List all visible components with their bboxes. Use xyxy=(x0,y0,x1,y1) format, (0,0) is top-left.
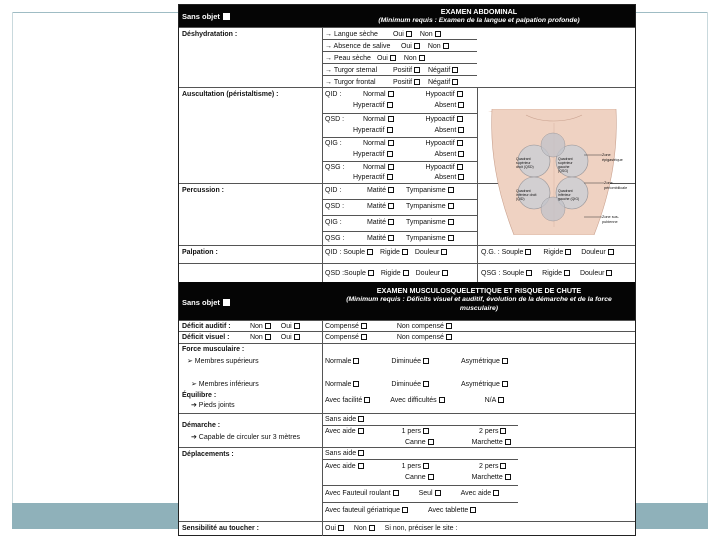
checkbox[interactable] xyxy=(364,397,370,403)
checkbox[interactable] xyxy=(294,334,300,340)
checkbox[interactable] xyxy=(358,463,364,469)
divider xyxy=(322,113,477,114)
palpation-row1-right: Q.G. : Souple Rigide Douleur xyxy=(481,248,614,257)
checkbox[interactable] xyxy=(369,525,375,531)
checkbox[interactable] xyxy=(458,127,464,133)
force-inf-options: Normale Diminuée Asymétrique xyxy=(325,380,508,389)
percussion-row-qid: QID : Matité Tympanisme xyxy=(325,186,454,195)
abdominal-title-block xyxy=(323,7,635,25)
checkbox[interactable] xyxy=(500,463,506,469)
checkbox[interactable] xyxy=(423,358,429,364)
checkbox[interactable] xyxy=(423,428,429,434)
checkbox[interactable] xyxy=(423,463,429,469)
slide-frame-left xyxy=(12,12,13,528)
checkbox[interactable] xyxy=(387,127,393,133)
force-label: Force musculaire : xyxy=(182,346,245,353)
checkbox[interactable] xyxy=(265,334,271,340)
checkbox[interactable] xyxy=(457,164,463,170)
musculo-title: EXAMEN MUSCULOSQUELETTIQUE ET RISQUE DE CHUTE xyxy=(376,286,582,295)
abdominal-title: EXAMEN ABDOMINAL xyxy=(440,7,518,16)
deficit-auditif-left: Déficit auditif : Non Oui xyxy=(182,322,300,331)
checkbox[interactable] xyxy=(525,249,531,255)
divider xyxy=(477,245,478,287)
dehydration-row-frontal: → Turgor frontal Positif Négatif xyxy=(325,78,458,87)
auscultation-qsg-row2: Hyperactif Absent xyxy=(353,173,464,182)
checkbox[interactable] xyxy=(388,235,394,241)
auscultation-qid-row2: Hyperactif Absent xyxy=(353,101,464,110)
checkbox[interactable] xyxy=(428,439,434,445)
checkbox[interactable] xyxy=(414,67,420,73)
checkbox[interactable] xyxy=(265,323,271,329)
checkbox[interactable] xyxy=(402,249,408,255)
musculo-sans-objet[interactable]: Sans objet xyxy=(182,298,230,307)
force-sup-label: ➢ Membres supérieurs xyxy=(187,358,259,365)
diagram-label-qsg: Quadrant supérieur gauche (QSG) xyxy=(558,157,573,173)
divider xyxy=(179,521,635,522)
deplacements-avec-aide: Avec aide 1 pers 2 pers xyxy=(325,462,506,471)
equilibre-label: Équilibre : xyxy=(182,392,217,399)
checkbox[interactable] xyxy=(606,270,612,276)
deplacements-sans-aide: Sans aide xyxy=(325,449,364,458)
auscultation-label: Auscultation (péristaltisme) : xyxy=(182,91,279,98)
divider xyxy=(179,413,635,414)
deficit-visuel-left: Déficit visuel : Non Oui xyxy=(182,333,300,342)
checkbox[interactable] xyxy=(388,203,394,209)
force-sup-options: Normale Diminuée Asymétrique xyxy=(325,357,508,366)
checkbox[interactable] xyxy=(446,334,452,340)
demarche-sans-aide: Sans aide xyxy=(325,415,364,424)
checkbox[interactable] xyxy=(457,140,463,146)
checkbox[interactable] xyxy=(439,397,445,403)
divider xyxy=(322,502,518,503)
checkbox[interactable] xyxy=(361,323,367,329)
abdomen-quadrants-diagram xyxy=(486,109,626,235)
checkbox[interactable] xyxy=(452,67,458,73)
deplacements-canne-marchette: Canne Marchette xyxy=(405,473,511,482)
dehydration-row-peau: → Peau sèche Oui Non xyxy=(325,54,425,63)
checkbox[interactable] xyxy=(458,102,464,108)
diagram-label-sus-pubienne: Zone sus-pubienne xyxy=(602,215,619,224)
dehydration-row-langue: → Langue sèche Oui Non xyxy=(325,30,441,39)
palpation-label: Palpation : xyxy=(182,249,218,256)
checkbox[interactable] xyxy=(435,490,441,496)
checkbox[interactable] xyxy=(388,164,394,170)
checkbox[interactable] xyxy=(353,358,359,364)
checkbox[interactable] xyxy=(390,55,396,61)
deshydratation-label: Déshydratation : xyxy=(182,31,238,38)
checkbox[interactable] xyxy=(387,174,393,180)
musculo-subtitle: (Minimum requis : Déficits visuel et auditif, évolution de la démarche et de la force musculaire) xyxy=(346,296,612,312)
abdominal-header xyxy=(179,5,635,27)
percussion-row-qsd: QSD : Matité Tympanisme xyxy=(325,202,454,211)
checkbox[interactable] xyxy=(608,249,614,255)
divider xyxy=(322,161,477,162)
divider xyxy=(322,63,477,64)
checkbox[interactable] xyxy=(448,219,454,225)
auscultation-qsd-row2: Hyperactif Absent xyxy=(353,126,464,135)
divider xyxy=(179,27,635,28)
checkbox[interactable] xyxy=(457,116,463,122)
divider xyxy=(322,39,477,40)
divider xyxy=(322,320,323,536)
demarche-label: Démarche : xyxy=(182,422,221,429)
checkbox[interactable] xyxy=(403,270,409,276)
checkbox[interactable] xyxy=(423,381,429,387)
divider xyxy=(179,245,635,246)
checkbox[interactable] xyxy=(502,381,508,387)
musculo-title-block xyxy=(323,286,635,313)
percussion-label: Percussion : xyxy=(182,187,225,194)
checkbox[interactable] xyxy=(358,450,364,456)
checkbox[interactable] xyxy=(361,334,367,340)
checkbox[interactable] xyxy=(393,490,399,496)
diagram-label-qsd: Quadrant supérieur droit (QSD) xyxy=(516,157,534,169)
divider xyxy=(322,231,477,232)
sensibilite-options: Oui Non Si non, préciser le site : xyxy=(325,525,458,532)
auscultation-qsd-row1: QSD : Normal Hypoactif xyxy=(325,115,463,124)
divider xyxy=(179,447,635,448)
checkbox[interactable] xyxy=(458,151,464,157)
checkbox[interactable] xyxy=(502,358,508,364)
divider xyxy=(322,51,477,52)
divider xyxy=(322,75,477,76)
checkbox[interactable] xyxy=(500,428,506,434)
auscultation-qig-row1: QIG : Normal Hypoactif xyxy=(325,139,463,148)
diagram-label-qid: Quadrant inférieur droit (QID) xyxy=(516,189,537,201)
diagram-label-periombilicale: Zone périombilicale xyxy=(604,181,628,190)
checkbox[interactable] xyxy=(457,91,463,97)
divider xyxy=(179,343,635,344)
checkbox[interactable] xyxy=(388,219,394,225)
checkbox[interactable] xyxy=(564,270,570,276)
sensibilite-label: Sensibilité au toucher : xyxy=(182,525,260,532)
diagram-label-epigastrique: Zone épigastrique xyxy=(602,153,623,162)
divider xyxy=(322,425,518,426)
checkbox[interactable] xyxy=(388,116,394,122)
checkbox[interactable] xyxy=(505,439,511,445)
checkbox[interactable] xyxy=(358,428,364,434)
divider xyxy=(322,215,477,216)
checkbox[interactable] xyxy=(388,91,394,97)
checkbox[interactable] xyxy=(458,174,464,180)
checkbox[interactable] xyxy=(428,474,434,480)
force-inf-label: ➢ Membres inférieurs xyxy=(191,381,259,388)
abdominal-subtitle: (Minimum requis : Examen de la langue et palpation profonde) xyxy=(378,17,580,24)
checkbox[interactable] xyxy=(448,203,454,209)
checkbox[interactable] xyxy=(388,187,394,193)
abdominal-sans-objet[interactable]: Sans objet xyxy=(182,12,230,21)
palpation-row1-left: QID : Souple Rigide Douleur xyxy=(325,248,447,257)
checkbox[interactable] xyxy=(367,249,373,255)
demarche-canne-marchette: Canne Marchette xyxy=(405,438,511,447)
percussion-row-qsg: QSG : Matité Tympanisme xyxy=(325,234,454,243)
palpation-row2-right: QSG : Souple Rigide Douleur xyxy=(481,269,612,278)
divider xyxy=(179,320,635,321)
checkbox[interactable] xyxy=(294,323,300,329)
auscultation-qid-row1: QID : Normal Hypoactif xyxy=(325,90,463,99)
deficit-auditif-right: Compensé Non compensé xyxy=(325,322,452,331)
checkbox[interactable] xyxy=(442,270,448,276)
checkbox[interactable] xyxy=(441,249,447,255)
deplacements-label: Déplacements : xyxy=(182,451,234,458)
checkbox[interactable] xyxy=(387,102,393,108)
checkbox[interactable] xyxy=(435,31,441,37)
divider xyxy=(322,485,518,486)
checkbox[interactable] xyxy=(387,151,393,157)
checkbox[interactable] xyxy=(443,43,449,49)
demarche-capable: ➔ Capable de circuler sur 3 mètres xyxy=(191,434,300,441)
demarche-avec-aide: Avec aide 1 pers 2 pers xyxy=(325,427,506,436)
divider xyxy=(322,459,518,460)
checkbox[interactable] xyxy=(470,507,476,513)
divider xyxy=(322,199,477,200)
dehydration-row-salive: → Absence de salive Oui Non xyxy=(325,42,449,51)
musculo-header xyxy=(179,282,635,320)
checkbox[interactable] xyxy=(498,397,504,403)
divider xyxy=(322,137,477,138)
checkbox[interactable] xyxy=(353,381,359,387)
dehydration-row-sternal: → Turgor sternal Positif Négatif xyxy=(325,66,458,75)
checkbox[interactable] xyxy=(402,507,408,513)
checkbox[interactable] xyxy=(388,140,394,146)
slide-frame-right xyxy=(707,12,708,528)
checkbox[interactable] xyxy=(368,270,374,276)
divider xyxy=(179,331,635,332)
checkbox[interactable] xyxy=(493,490,499,496)
checkbox[interactable] xyxy=(406,31,412,37)
diagram-label-qig: Quadrant inférieur gauche (QIG) xyxy=(558,189,580,201)
divider xyxy=(179,263,635,264)
checkbox[interactable] xyxy=(419,55,425,61)
checkbox[interactable] xyxy=(446,323,452,329)
percussion-row-qig: QIG : Matité Tympanisme xyxy=(325,218,454,227)
checkbox[interactable] xyxy=(526,270,532,276)
checkbox[interactable] xyxy=(448,187,454,193)
divider xyxy=(322,27,323,287)
checkbox[interactable] xyxy=(565,249,571,255)
divider xyxy=(179,87,635,88)
deplacements-fauteuil: Avec Fauteuil roulant Seul Avec aide xyxy=(325,489,499,498)
equilibre-options: Avec facilité Avec difficultés N/A xyxy=(325,396,504,405)
checkbox[interactable] xyxy=(452,79,458,85)
checkbox[interactable] xyxy=(414,43,420,49)
palpation-row2-left: QSD :Souple Rigide Douleur xyxy=(325,269,448,278)
auscultation-qsg-row1: QSG : Normal Hypoactif xyxy=(325,163,463,172)
auscultation-qig-row2: Hyperactif Absent xyxy=(353,150,464,159)
checkbox[interactable] xyxy=(448,235,454,241)
divider xyxy=(477,87,478,245)
checkbox[interactable] xyxy=(358,416,364,422)
assessment-form xyxy=(178,4,636,536)
checkbox[interactable] xyxy=(338,525,344,531)
equilibre-pieds: ➔ Pieds joints xyxy=(191,402,235,409)
deficit-visuel-right: Compensé Non compensé xyxy=(325,333,452,342)
deplacements-geriatrique: Avec fauteuil gériatrique Avec tablette xyxy=(325,506,476,515)
checkbox[interactable] xyxy=(505,474,511,480)
checkbox[interactable] xyxy=(414,79,420,85)
